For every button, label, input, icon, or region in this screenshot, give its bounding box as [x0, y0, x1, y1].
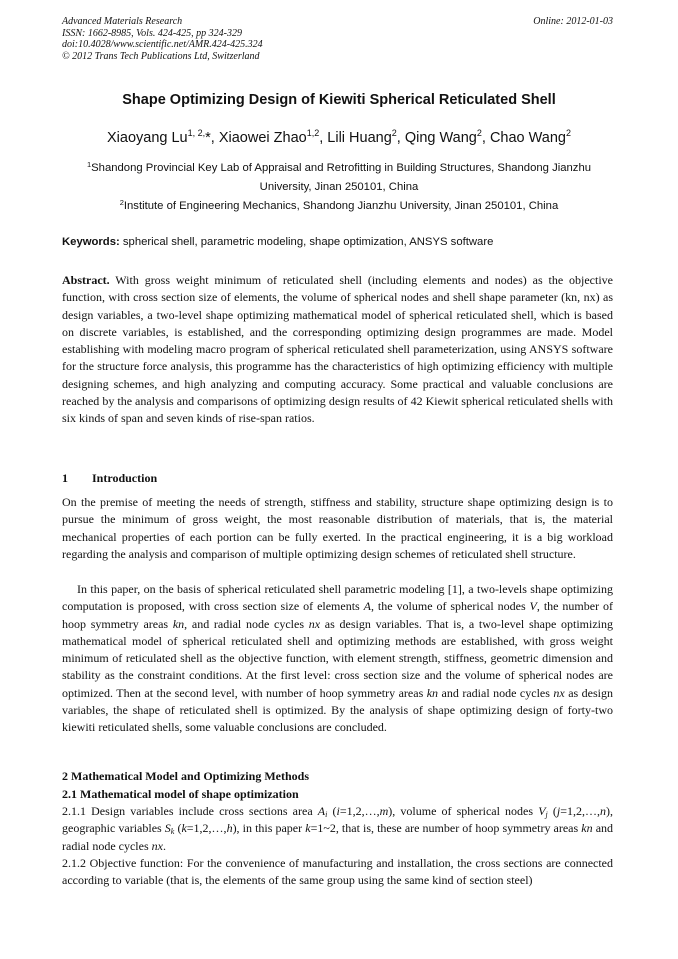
text-run: 2.1.1 Design variables include cross sections area: [62, 804, 318, 818]
text-run: , the number of hoop symmetry areas: [62, 599, 613, 631]
var-k: k: [305, 821, 311, 836]
section-1-number: 1: [62, 471, 68, 485]
var-k: k: [181, 821, 187, 836]
intro-paragraph-1: On the premise of meeting the needs of strength, stiffness and stability, structure shape optimizing design is to pursue the minimum of gross weight, the most reasonable distribution of materials, that is, the material mechanical properties of each portion can be fully exerted. In the practical engineering, it is a big workload regarding the analysis and comparison of multiple optimizing design schemes of reticulated shell structure.: [62, 495, 613, 561]
text-run: .: [162, 838, 166, 853]
paper-title: Shape Optimizing Design of Kiewiti Spherical Reticulated Shell: [122, 92, 556, 108]
var-V: V: [538, 804, 546, 818]
text-run: , and radial node cycles: [184, 616, 309, 631]
affiliation-2-text: Institute of Engineering Mechanics, Shandong Jianzhu University, Jinan 250101, China: [123, 200, 559, 212]
sub-j: j: [545, 810, 548, 819]
journal-header: [62, 16, 263, 62]
author-name: Chao Wang: [489, 130, 566, 146]
abstract: [62, 272, 613, 428]
section-2-heading: 2 Mathematical Model and Optimizing Methods: [62, 769, 309, 783]
author-name: Qing Wang: [404, 130, 477, 146]
var-h: h: [226, 821, 233, 836]
affiliation-1-text: Shandong Provincial Key Lab of Appraisal and Retrofitting in Building Structures, Shandong Jianzhu University, Jinan 250101, China: [91, 162, 592, 193]
text-run: and radial node cycles: [438, 685, 554, 700]
var-nx: nx: [553, 685, 565, 700]
var-kn: kn: [172, 616, 185, 631]
text-run: =1,2,…,: [560, 804, 601, 818]
section-2-1-heading: 2.1 Mathematical model of shape optimization: [62, 787, 299, 801]
var-A: A: [317, 804, 326, 818]
var-m: m: [379, 804, 389, 818]
author-list: [0, 130, 678, 146]
author-sup: 2: [476, 128, 482, 138]
text-run: , the volume of spherical nodes: [371, 599, 530, 614]
keywords-text: spherical shell, parametric modeling, shape optimization, ANSYS software: [119, 236, 494, 248]
author-sep: ,: [481, 130, 490, 146]
var-nx: nx: [151, 838, 163, 853]
text-run: (: [547, 804, 557, 818]
author-sup: 1, 2,: [187, 128, 206, 138]
author-sup: 2: [391, 128, 397, 138]
var-i: i: [336, 804, 340, 818]
var-V: V: [529, 599, 537, 614]
sub-k: k: [170, 827, 175, 837]
online-date: Online: 2012-01-03: [533, 16, 613, 27]
text-run: =1,2,…,: [339, 804, 380, 818]
var-j: j: [556, 804, 561, 818]
keywords-label: Keywords:: [62, 236, 120, 248]
intro-paragraph-2: [62, 581, 613, 737]
text-run: =1,2,…,: [186, 821, 227, 836]
text-run: as design variables. That is, a two-level shape optimizing mathematical model of spherical reticulated shell and optimizing methods are established, with gross weight minimum of reticulated shell as the objective function, with element strength, stiffness, geometric dimension and stability as the constraint conditions. At the first level: cross section size and the volume of spherical nodes are optimized. Then at the second level, with number of hoop symmetry areas: [62, 616, 613, 700]
text-run: ), volume of spherical nodes: [388, 804, 539, 818]
affiliation-1-sup: 1: [86, 160, 92, 169]
var-n: n: [600, 804, 607, 818]
paragraph-2-1-1: [62, 803, 613, 855]
author-name: Lili Huang: [327, 130, 392, 146]
keywords: [62, 236, 614, 248]
copyright-line: © 2012 Trans Tech Publications Ltd, Switzerland: [62, 50, 260, 62]
text-run: and radial node cycles: [62, 821, 614, 853]
var-kn: kn: [426, 685, 439, 700]
affiliation-2-sup: 2: [119, 198, 124, 207]
author-sep: ,: [319, 130, 328, 146]
var-kn: kn: [581, 821, 593, 836]
affiliation-2: [70, 197, 608, 216]
author-sup: 2: [565, 128, 571, 138]
sub-i: i: [325, 810, 328, 819]
abstract-text: With gross weight minimum of reticulated shell (including elements and nodes) as the objective function, with cross section size of elements, the volume of spherical nodes and shell shape parameter (kn, nx) as design variables, a two-level shape optimizing mathematical model of spherical reticulated shell, which is based on discrete variables, is established, and the corresponding optimizing design programmes are made. Model establishing with modeling macro program of spherical reticulated shell parameterization, using ANSYS software for the structure force analysis, this programme has the characteristics of high optimizing efficiency with multiple designing schemes, and high analyzing and computing accuracy. Some practical and valuable conclusions are reached by the analysis and comparisons of optimizing design results of 42 Kiewit spherical reticulated shells with six kinds of span and seven kinds of rise-span ratios.: [62, 273, 613, 426]
section-1-heading: [62, 471, 157, 486]
section-1-title: Introduction: [92, 471, 158, 485]
paragraph-2-1-2: 2.1.2 Objective function: For the convenience of manufacturing and installation, the cross sections are connected according to variable (that is, the elements of the same group using the same kind of section steel): [62, 856, 613, 888]
affiliation-1: [70, 159, 608, 197]
abstract-label: Abstract.: [62, 273, 110, 287]
author-sep: ,: [396, 130, 405, 146]
text-run: (: [174, 821, 182, 836]
doi-line: doi:10.4028/www.scientific.net/AMR.424-425.324: [62, 39, 263, 50]
var-S: S: [164, 821, 171, 836]
text-run: =1~2, that is, these are number of hoop symmetry areas: [310, 821, 582, 836]
author-sep: *,: [205, 130, 219, 146]
text-run: as design variables, the shape of reticulated shell is optimized. By the analysis of shape optimizing design of forty-two kiewiti reticulated shells, some valuable conclusions are concluded.: [62, 685, 614, 735]
text-run: ), geographic variables: [62, 804, 614, 836]
issn-line: ISSN: 1662-8985, Vols. 424-425, pp 324-329: [62, 27, 242, 39]
author-sup: 1,2: [306, 128, 320, 138]
text-run: (: [327, 804, 337, 818]
author-name: Xiaoyang Lu: [107, 130, 188, 146]
var-A: A: [363, 599, 371, 614]
text-run: ), in this paper: [232, 821, 306, 836]
journal-name: Advanced Materials Research: [62, 16, 183, 27]
var-nx: nx: [308, 616, 321, 631]
text-run: In this paper, on the basis of spherical reticulated shell parametric modeling [1], a two-levels shape optimizing computation is proposed, with cross section size of elements: [62, 582, 613, 614]
author-name: Xiaowei Zhao: [218, 130, 307, 146]
